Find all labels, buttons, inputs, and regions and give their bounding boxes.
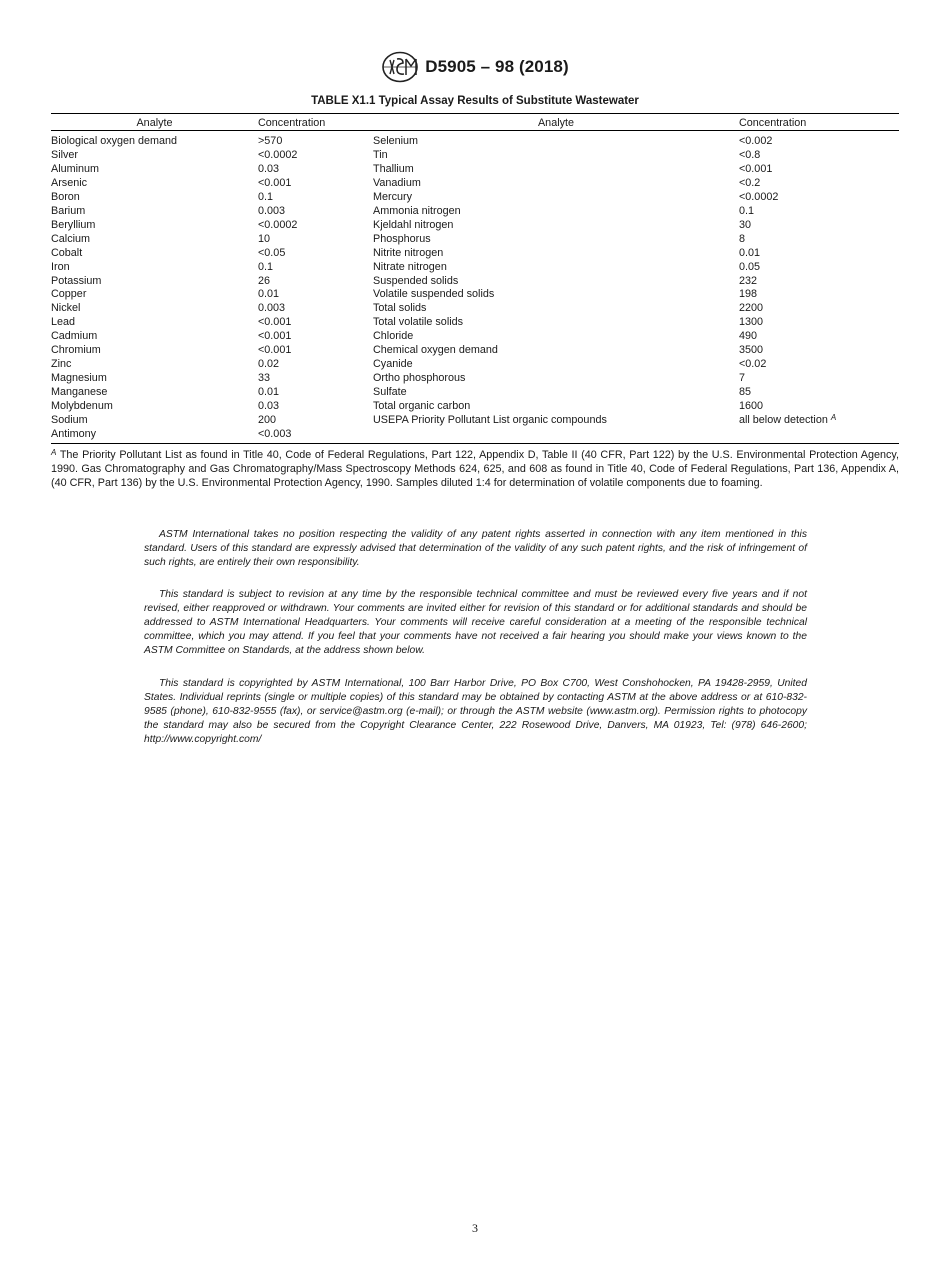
analyte-name: Mercury	[373, 190, 412, 203]
analyte-name: Iron	[51, 260, 70, 273]
concentration-value: 232	[739, 274, 758, 287]
analyte-name: Chemical oxygen demand	[373, 344, 498, 357]
analyte-name: Silver	[51, 148, 78, 161]
column-header-analyte: Analyte	[51, 114, 258, 131]
table-row	[51, 372, 899, 386]
concentration-value: 33	[258, 372, 271, 385]
analyte-cell	[373, 358, 739, 372]
analyte-name: Calcium	[51, 232, 90, 245]
analyte-cell	[373, 414, 739, 428]
analyte-name: Nitrite nitrogen	[373, 246, 444, 259]
analyte-cell	[51, 177, 258, 191]
analyte-name: Cadmium	[51, 330, 98, 343]
concentration-cell	[258, 163, 373, 177]
table-row	[51, 302, 899, 316]
analyte-cell	[51, 275, 258, 289]
concentration-cell	[258, 149, 373, 163]
analyte-name: Tin	[373, 148, 388, 161]
concentration-cell	[258, 316, 373, 330]
copyright-notice: This standard is copyrighted by ASTM International, 100 Barr Harbor Drive, PO Box C700, West Conshohocken, PA 19428-2959, United States. Individual reprints (single or multiple copies) of this standard may be obtained by contacting ASTM at the above address or at 610-832-9585 (phone), 610-832-9555 (fax), or service@astm.org (e-mail); or through the ASTM website (www.astm.org). Permission rights to photocopy the standard may also be secured from the Copyright Clearance Center, 222 Rosewood Drive, Danvers, MA 01923, Tel: (978) 646-2600; http://www.copyright.com/	[144, 678, 807, 745]
concentration-cell	[258, 233, 373, 247]
concentration-value: <0.02	[739, 358, 767, 371]
analyte-name: Arsenic	[51, 176, 88, 189]
analyte-cell	[373, 275, 739, 289]
concentration-value: <0.001	[258, 176, 292, 189]
concentration-cell	[739, 414, 899, 428]
analyte-name: Zinc	[51, 358, 72, 371]
concentration-cell	[258, 177, 373, 191]
concentration-cell	[258, 400, 373, 414]
concentration-value: 0.003	[258, 302, 286, 315]
table-row	[51, 330, 899, 344]
concentration-value: >570	[258, 135, 283, 147]
table-row	[51, 400, 899, 414]
analyte-cell	[51, 316, 258, 330]
footnote-text: The Priority Pollutant List as found in Title 40, Code of Federal Regulations, Part 122, Appendix D, Table II (40 CFR, Part 122) by the U.S. Environmental Protection Agency, 1990. Gas Chromatography and Gas Chromatography/Mass Spectroscopy Methods 624, 625, and 608 as found in Title 40, Code of Federal Regulations, Part 136, Appendix A, (40 CFR, Part 136) by the U.S. Environmental Protection Agency, 1990. Samples diluted 1:4 for determination of volatile components due to foaming.	[51, 449, 899, 489]
astm-logo-icon	[381, 51, 419, 83]
concentration-cell	[258, 191, 373, 205]
analyte-name: Chromium	[51, 344, 101, 357]
document-designation: D5905 – 98 (2018)	[425, 57, 569, 76]
concentration-cell	[739, 275, 899, 289]
concentration-value: 8	[739, 232, 746, 245]
concentration-value: 0.1	[739, 204, 755, 217]
concentration-value: 30	[739, 218, 752, 231]
concentration-value: 26	[258, 274, 271, 287]
concentration-cell	[258, 131, 373, 149]
concentration-cell	[739, 191, 899, 205]
analyte-name: Selenium	[373, 135, 419, 147]
concentration-cell	[739, 288, 899, 302]
analyte-name: Sulfate	[373, 386, 407, 399]
analyte-cell	[373, 177, 739, 191]
concentration-cell	[739, 386, 899, 400]
analyte-name: Chloride	[373, 330, 414, 343]
analyte-name: Molybdenum	[51, 400, 113, 413]
concentration-value: 3500	[739, 344, 764, 357]
analyte-name: Biological oxygen demand	[51, 135, 178, 147]
analyte-cell	[51, 131, 258, 149]
concentration-value: 0.01	[258, 386, 280, 399]
concentration-value: 0.1	[258, 190, 274, 203]
analyte-name: Kjeldahl nitrogen	[373, 218, 454, 231]
analyte-name: Total volatile solids	[373, 316, 464, 329]
analyte-cell	[373, 219, 739, 233]
concentration-value: 200	[258, 414, 277, 427]
concentration-cell	[258, 428, 373, 443]
analyte-cell	[51, 247, 258, 261]
analyte-cell	[51, 330, 258, 344]
analyte-name: Volatile suspended solids	[373, 288, 495, 301]
analyte-name: Vanadium	[373, 176, 421, 189]
concentration-value: 490	[739, 330, 758, 343]
concentration-cell	[258, 261, 373, 275]
table-row	[51, 288, 899, 302]
concentration-cell	[739, 330, 899, 344]
concentration-cell	[739, 247, 899, 261]
table-row	[51, 247, 899, 261]
concentration-cell	[739, 358, 899, 372]
concentration-cell	[739, 131, 899, 149]
analyte-cell	[373, 163, 739, 177]
concentration-cell	[258, 330, 373, 344]
concentration-value: <0.001	[739, 162, 773, 175]
concentration-cell	[258, 302, 373, 316]
analyte-name: Aluminum	[51, 162, 100, 175]
table-row	[51, 191, 899, 205]
analyte-cell	[51, 288, 258, 302]
concentration-value: <0.0002	[258, 148, 298, 161]
analyte-cell	[51, 261, 258, 275]
concentration-cell	[739, 233, 899, 247]
concentration-cell	[258, 372, 373, 386]
table-body	[51, 131, 899, 444]
page-header	[0, 50, 950, 84]
analyte-cell	[51, 414, 258, 428]
concentration-cell	[258, 275, 373, 289]
footnote-marker: A	[830, 413, 837, 423]
concentration-cell	[258, 414, 373, 428]
analyte-name: Nickel	[51, 302, 81, 315]
analyte-cell	[373, 302, 739, 316]
analyte-cell	[373, 288, 739, 302]
analyte-name: Ortho phosphorous	[373, 372, 466, 385]
table-row	[51, 131, 899, 149]
table-row	[51, 233, 899, 247]
analyte-cell	[51, 386, 258, 400]
table-row	[51, 205, 899, 219]
analyte-cell	[51, 344, 258, 358]
concentration-value: 0.03	[258, 162, 280, 175]
analyte-cell	[373, 316, 739, 330]
table-footnote	[51, 448, 899, 490]
analyte-name: Cobalt	[51, 246, 83, 259]
table-row	[51, 358, 899, 372]
concentration-cell	[739, 149, 899, 163]
table-row	[51, 261, 899, 275]
concentration-cell	[739, 177, 899, 191]
analyte-name: Total solids	[373, 302, 427, 315]
analyte-name: Total organic carbon	[373, 400, 471, 413]
analyte-cell	[373, 386, 739, 400]
analyte-cell	[51, 302, 258, 316]
concentration-value: 0.1	[258, 260, 274, 273]
analyte-cell	[373, 428, 739, 443]
concentration-value: 1300	[739, 316, 764, 329]
concentration-value: <0.0002	[739, 190, 779, 203]
table-row	[51, 344, 899, 358]
analyte-cell	[373, 330, 739, 344]
concentration-cell	[739, 163, 899, 177]
analyte-cell	[51, 191, 258, 205]
page-number: 3	[472, 1221, 478, 1235]
concentration-value: 10	[258, 232, 271, 245]
analyte-cell	[373, 131, 739, 149]
concentration-value: 1600	[739, 400, 764, 413]
analyte-cell	[373, 191, 739, 205]
concentration-cell	[739, 261, 899, 275]
analyte-cell	[373, 149, 739, 163]
table-title: TABLE X1.1 Typical Assay Results of Substitute Wastewater	[311, 95, 639, 107]
column-header-concentration: Concentration	[258, 114, 373, 131]
table-row	[51, 316, 899, 330]
analyte-name: Suspended solids	[373, 274, 459, 287]
concentration-value: 0.01	[739, 246, 761, 259]
concentration-value: 0.003	[258, 204, 286, 217]
concentration-value: 0.03	[258, 400, 280, 413]
table-row	[51, 414, 899, 428]
analyte-name: Sodium	[51, 414, 88, 427]
analyte-name: Magnesium	[51, 372, 107, 385]
analyte-cell	[51, 233, 258, 247]
analyte-name: Ammonia nitrogen	[373, 204, 461, 217]
concentration-value: <0.002	[739, 135, 773, 147]
concentration-cell	[258, 358, 373, 372]
analyte-name: Manganese	[51, 386, 108, 399]
analyte-cell	[51, 163, 258, 177]
concentration-cell	[258, 247, 373, 261]
analyte-cell	[51, 428, 258, 443]
analyte-cell	[373, 372, 739, 386]
analyte-cell	[51, 219, 258, 233]
table-row	[51, 219, 899, 233]
analyte-name: USEPA Priority Pollutant List organic compounds	[373, 414, 607, 427]
table-row	[51, 177, 899, 191]
table-row	[51, 275, 899, 289]
analyte-cell	[373, 205, 739, 219]
analyte-name: Lead	[51, 316, 76, 329]
column-header-analyte: Analyte	[373, 114, 739, 131]
concentration-cell	[258, 288, 373, 302]
analyte-cell	[373, 247, 739, 261]
table-row	[51, 149, 899, 163]
concentration-cell	[258, 386, 373, 400]
column-header-concentration: Concentration	[739, 114, 899, 131]
analyte-cell	[373, 344, 739, 358]
analyte-cell	[373, 233, 739, 247]
concentration-cell	[258, 219, 373, 233]
assay-results-table	[51, 113, 899, 444]
concentration-value: <0.001	[258, 316, 292, 329]
analyte-name: Antimony	[51, 428, 97, 441]
concentration-cell	[739, 400, 899, 414]
revision-notice: This standard is subject to revision at any time by the responsible technical committee and must be reviewed every five years and if not revised, either reapproved or withdrawn. Your comments are invited either for revision of this standard or for additional standards and should be addressed to ASTM International Headquarters. Your comments will receive careful consideration at a meeting of the responsible technical committee, which you may attend. If you feel that your comments have not received a fair hearing you should make your views known to the ASTM Committee on Standards, at the address shown below.	[144, 589, 807, 656]
table-row	[51, 386, 899, 400]
concentration-value: 0.01	[258, 288, 280, 301]
concentration-value: <0.0002	[258, 218, 298, 231]
concentration-cell	[739, 428, 899, 443]
concentration-cell	[739, 316, 899, 330]
concentration-value: 0.05	[739, 260, 761, 273]
concentration-cell	[739, 219, 899, 233]
concentration-cell	[739, 205, 899, 219]
analyte-name: Beryllium	[51, 218, 96, 231]
analyte-name: Barium	[51, 204, 86, 217]
table-row	[51, 428, 899, 443]
analyte-name: Thallium	[373, 162, 414, 175]
concentration-value: <0.003	[258, 428, 292, 441]
concentration-cell	[739, 302, 899, 316]
concentration-value: all below detection	[739, 414, 828, 427]
analyte-cell	[51, 149, 258, 163]
analyte-name: Copper	[51, 288, 87, 301]
concentration-cell	[258, 205, 373, 219]
analyte-cell	[51, 205, 258, 219]
footnote-marker: A	[51, 448, 57, 457]
concentration-cell	[739, 344, 899, 358]
concentration-cell	[258, 344, 373, 358]
concentration-cell	[739, 372, 899, 386]
concentration-value: 198	[739, 288, 758, 301]
concentration-value: <0.05	[258, 246, 286, 259]
concentration-value: 2200	[739, 302, 764, 315]
analyte-name: Potassium	[51, 274, 102, 287]
table-row	[51, 163, 899, 177]
table-header-row	[51, 114, 899, 131]
concentration-value: <0.2	[739, 176, 761, 189]
analyte-cell	[51, 358, 258, 372]
analyte-name: Boron	[51, 190, 80, 203]
concentration-value: <0.001	[258, 344, 292, 357]
concentration-value: 7	[739, 372, 746, 385]
analyte-name: Nitrate nitrogen	[373, 260, 447, 273]
concentration-value: 0.02	[258, 358, 280, 371]
analyte-cell	[373, 261, 739, 275]
analyte-cell	[51, 372, 258, 386]
analyte-cell	[373, 400, 739, 414]
concentration-value: <0.8	[739, 148, 761, 161]
patent-notice: ASTM International takes no position respecting the validity of any patent rights asserted in connection with any item mentioned in this standard. Users of this standard are expressly advised that determination of the validity of any such patent rights, and the risk of infringement of such rights, are entirely their own responsibility.	[144, 529, 807, 568]
concentration-value: 85	[739, 386, 752, 399]
analyte-name: Cyanide	[373, 358, 413, 371]
concentration-value: <0.001	[258, 330, 292, 343]
analyte-name: Phosphorus	[373, 232, 431, 245]
analyte-cell	[51, 400, 258, 414]
